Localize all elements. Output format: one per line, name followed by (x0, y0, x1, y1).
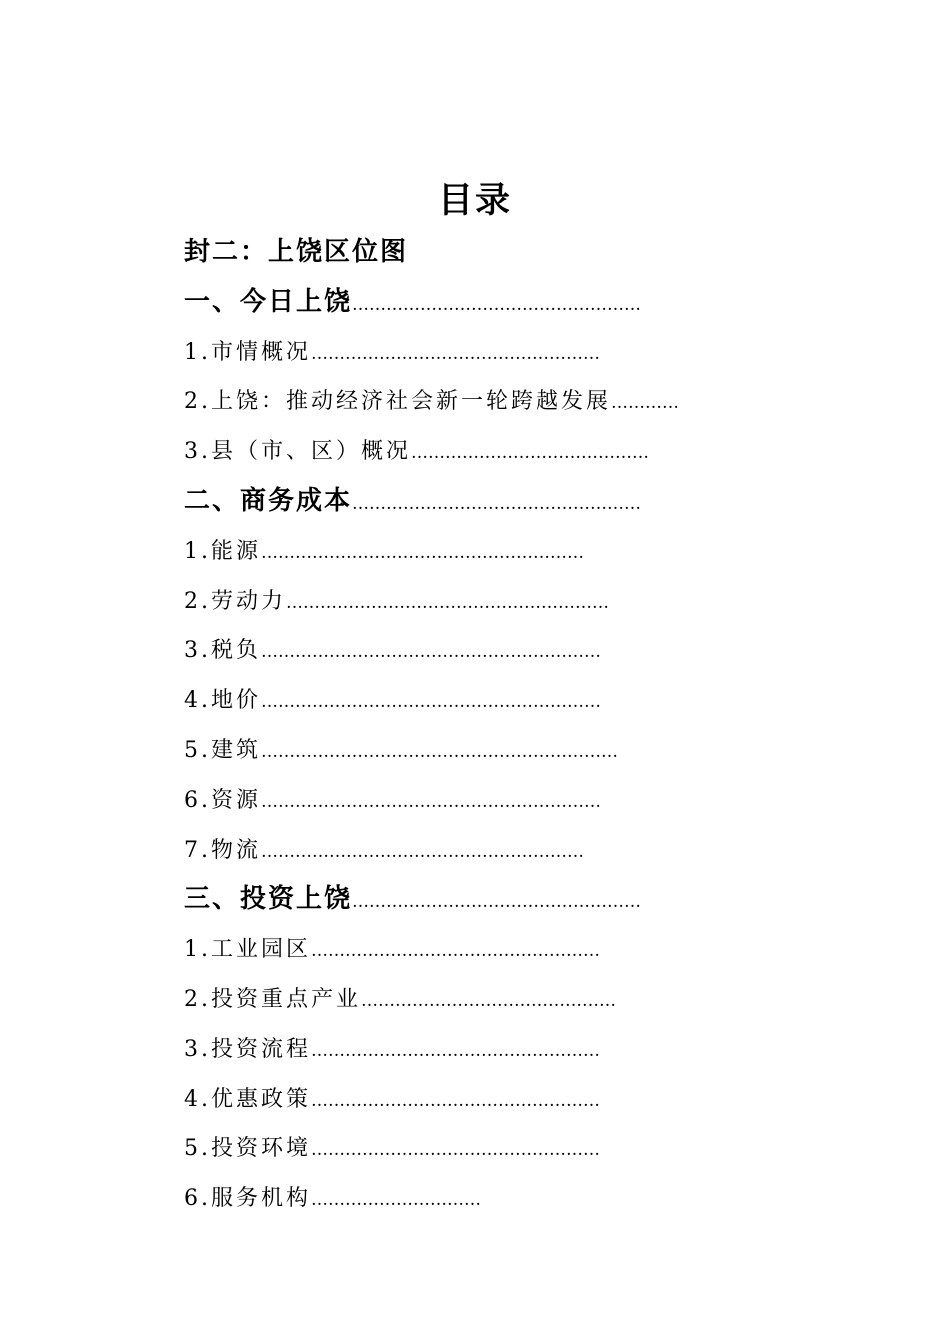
toc-item-county-overview (184, 427, 884, 477)
toc-item-logistics (184, 826, 884, 876)
toc-entry-text: 封二：上饶区位图 (184, 237, 409, 267)
toc-entry-text: 5.投资环境 (184, 1136, 311, 1162)
toc-entry-text: 7.物流 (184, 837, 261, 863)
toc-heading-today-shangrao (184, 278, 884, 328)
toc-entry-text: 二、商务成本 (184, 485, 353, 516)
toc-entry-text: 2.劳动力 (184, 588, 286, 614)
toc-item-investment-environment (184, 1124, 884, 1174)
toc-entry-text: 4.地价 (184, 688, 261, 714)
toc-entry-text: 2.投资重点产业 (184, 986, 361, 1012)
table-of-contents (184, 228, 884, 1224)
toc-item-investment-process (184, 1025, 884, 1075)
toc-item-preferential-policies (184, 1075, 884, 1125)
toc-leader-dots: …………………………………………… (311, 343, 600, 364)
toc-heading-cover-map (184, 228, 884, 278)
toc-entry-text: 1.能源 (184, 538, 261, 564)
toc-leader-dots: …………………………………………… (311, 1140, 600, 1161)
toc-item-city-overview (184, 328, 884, 378)
toc-entry-text: 1.市情概况 (184, 339, 311, 365)
toc-entry-text: 4.优惠政策 (184, 1086, 311, 1112)
toc-item-service-agencies (184, 1174, 884, 1224)
toc-leader-dots: ……………………………………………………… (261, 741, 618, 762)
toc-leader-dots: ………………………………………………… (286, 592, 609, 613)
toc-entry-text: 5.建筑 (184, 737, 261, 763)
toc-leader-dots: …………………………………………… (352, 294, 642, 315)
toc-item-tax (184, 626, 884, 676)
toc-leader-dots: ………… (611, 393, 679, 414)
toc-leader-dots: …………………………………………… (352, 892, 642, 913)
toc-entry-text: 3.税负 (184, 638, 261, 664)
toc-leader-dots: ………………………………………………… (261, 841, 584, 862)
toc-leader-dots: …………………………………………… (311, 941, 600, 962)
page-title: 目录 (437, 180, 512, 221)
toc-item-labor (184, 577, 884, 627)
toc-entry-text: 3.县（市、区）概况 (184, 439, 411, 465)
toc-leader-dots: …………………………………………………… (261, 642, 601, 663)
toc-leader-dots: …………………………………………… (311, 1040, 600, 1061)
toc-leader-dots: …………………………………………… (311, 1090, 600, 1111)
toc-item-construction (184, 726, 884, 776)
toc-entry-text: 6.资源 (184, 787, 261, 813)
toc-entry-text: 一、今日上饶 (184, 286, 353, 317)
toc-entry-text: 3.投资流程 (184, 1036, 311, 1062)
toc-item-industrial-parks (184, 925, 884, 975)
toc-leader-dots: …………………………………… (411, 443, 649, 464)
toc-heading-business-cost (184, 477, 884, 527)
toc-leader-dots: …………………………………………………… (261, 791, 601, 812)
toc-item-energy (184, 527, 884, 577)
toc-heading-invest-shangrao (184, 875, 884, 925)
toc-item-key-industries (184, 975, 884, 1025)
toc-leader-dots: ………………………… (311, 1190, 481, 1211)
toc-item-leap-development (184, 377, 884, 427)
toc-leader-dots: ……………………………………… (361, 990, 616, 1011)
toc-entry-text: 三、投资上饶 (184, 884, 353, 915)
toc-item-land-price (184, 676, 884, 726)
toc-entry-text: 6.服务机构 (184, 1186, 311, 1212)
toc-leader-dots: ………………………………………………… (261, 542, 584, 563)
toc-item-resources (184, 776, 884, 826)
toc-leader-dots: …………………………………………………… (261, 692, 601, 713)
toc-entry-text: 2.上饶：推动经济社会新一轮跨越发展 (184, 389, 611, 415)
toc-leader-dots: …………………………………………… (352, 493, 642, 514)
toc-entry-text: 1.工业园区 (184, 937, 311, 963)
